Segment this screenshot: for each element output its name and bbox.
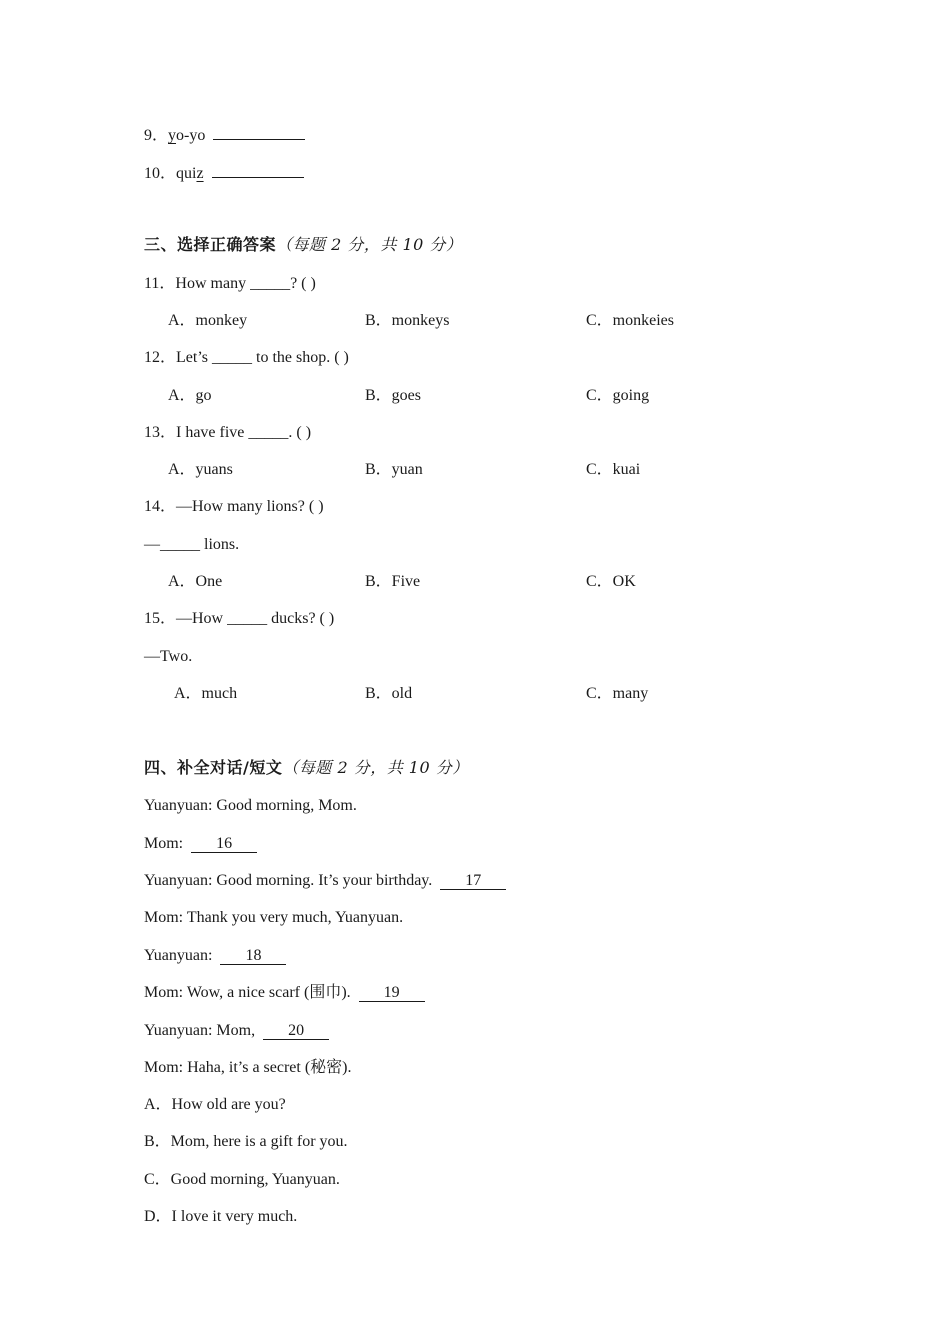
option-c[interactable]: C．monkeies [586, 312, 674, 329]
item-10: 10．quiz [144, 162, 304, 184]
answer-blank-20[interactable]: 20 [263, 1022, 329, 1040]
question-15-stem: 15．—How _____ ducks? ( ) [144, 610, 335, 627]
answer-blank[interactable] [213, 124, 305, 140]
option-c[interactable]: C．many [586, 685, 649, 702]
dialogue-line-5: Yuanyuan: 18 [144, 946, 286, 966]
choice-b: B．Mom, here is a gift for you. [144, 1133, 348, 1150]
choice-d: D．I love it very much. [144, 1208, 298, 1225]
marked-letter: z [196, 165, 204, 182]
question-11-stem: 11．How many _____? ( ) [144, 275, 316, 292]
option-a[interactable]: A．much [174, 685, 238, 702]
question-15-response: —Two. [144, 648, 193, 665]
dialogue-line-1: Yuanyuan: Good morning, Mom. [144, 797, 357, 814]
option-b[interactable]: B．Five [365, 573, 421, 590]
option-b[interactable]: B．monkeys [365, 312, 450, 329]
choice-c: C．Good morning, Yuanyuan. [144, 1171, 340, 1188]
answer-blank-16[interactable]: 16 [191, 835, 257, 853]
marked-letter: y [168, 127, 177, 144]
dialogue-line-6: Mom: Wow, a nice scarf (围巾). 19 [144, 983, 425, 1003]
dialogue-line-2: Mom: 16 [144, 834, 257, 854]
option-c[interactable]: C．OK [586, 573, 636, 590]
option-b[interactable]: B．yuan [365, 461, 423, 478]
answer-blank[interactable] [212, 162, 304, 178]
question-14-response: —_____ lions. [144, 536, 240, 553]
option-a[interactable]: A．One [168, 573, 223, 590]
option-b[interactable]: B．old [365, 685, 413, 702]
section-3-heading: 三、选择正确答案（每题 2 分，共 10 分） [144, 235, 463, 254]
option-a[interactable]: A．go [168, 387, 212, 404]
option-b[interactable]: B．goes [365, 387, 422, 404]
answer-blank-19[interactable]: 19 [359, 984, 425, 1002]
dialogue-line-7: Yuanyuan: Mom, 20 [144, 1021, 329, 1041]
item-9: 9．yo-yo [144, 124, 305, 146]
word-part-a: qui [176, 165, 197, 182]
option-c[interactable]: C．going [586, 387, 650, 404]
section-4-heading: 四、补全对话/短文（每题 2 分，共 10 分） [144, 758, 469, 777]
answer-blank-17[interactable]: 17 [440, 872, 506, 890]
option-a[interactable]: A．monkey [168, 312, 248, 329]
dialogue-line-3: Yuanyuan: Good morning. It’s your birthday. 17 [144, 871, 506, 891]
option-c[interactable]: C．kuai [586, 461, 641, 478]
question-12-stem: 12．Let’s _____ to the shop. ( ) [144, 349, 349, 366]
word-part-b: o-yo [176, 127, 206, 144]
choice-a: A．How old are you? [144, 1096, 286, 1113]
dialogue-line-4: Mom: Thank you very much, Yuanyuan. [144, 909, 404, 926]
question-14-stem: 14．—How many lions? ( ) [144, 498, 324, 515]
question-13-stem: 13．I have five _____. ( ) [144, 424, 312, 441]
option-a[interactable]: A．yuans [168, 461, 233, 478]
answer-blank-18[interactable]: 18 [220, 947, 286, 965]
dialogue-line-8: Mom: Haha, it’s a secret (秘密). [144, 1059, 352, 1076]
